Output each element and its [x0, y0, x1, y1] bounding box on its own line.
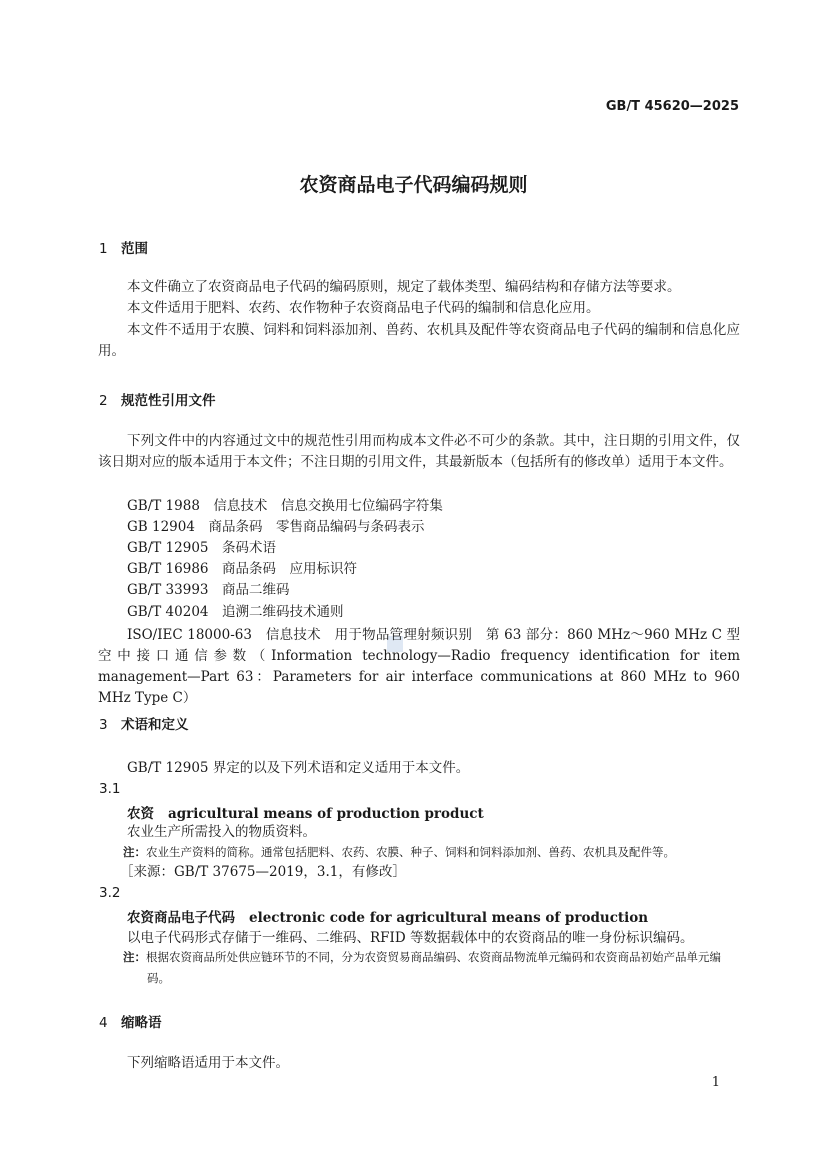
- scope-paragraph-2: 本文件适用于肥料、农药、农作物种子农资商品电子代码的编制和信息化应用。: [127, 300, 600, 316]
- term-entry: [127, 906, 648, 926]
- iso-reference: ISO/IEC 18000-63 信息技术 用于物品管理射频识别 第 63 部分：860 MHz～960 MHz C 型空中接口通信参数（Information technology—Radio frequency identification for item management—Part 63：Parameters for air interface communications at 860 MHz to 960 MHz Type C）: [98, 627, 740, 706]
- note-text: 农业生产资料的简称。通常包括肥料、农药、农膜、种子、饲料和饲料添加剂、兽药、农机具及配件等。: [146, 845, 675, 859]
- reference-item: [127, 559, 357, 580]
- reference-title: 商品条码 零售商品编码与条码表示: [208, 519, 425, 535]
- reference-code: GB/T 16986: [127, 561, 209, 577]
- reference-code: GB 12904: [127, 519, 195, 535]
- section-number: 2: [99, 393, 108, 409]
- section-1-heading: [99, 237, 148, 257]
- document-title: 农资商品电子代码编码规则: [299, 174, 528, 196]
- scope-paragraph-1: 本文件确立了农资商品电子代码的编码原则，规定了载体类型、编码结构和存储方法等要求。: [127, 279, 681, 295]
- note-text: 根据农资商品所处供应链环节的不同，分为农资贸易商品编码、农资商品物流单元编码和农资商品初始产品单元编码。: [146, 950, 721, 985]
- reference-code: GB/T 33993: [127, 582, 209, 598]
- term-en: agricultural means of production product: [168, 806, 484, 822]
- term-entry: [127, 802, 484, 822]
- reference-code: GB/T 12905: [127, 540, 209, 556]
- term-en: electronic code for agricultural means of production: [249, 910, 649, 926]
- terms-intro: GB/T 12905 界定的以及下列术语和定义适用于本文件。: [127, 760, 470, 776]
- clause-number: 3.1: [99, 781, 121, 797]
- reference-item: [127, 580, 290, 601]
- reference-title: 条码术语: [222, 540, 276, 556]
- reference-item: [127, 496, 443, 517]
- abbreviations-intro: 下列缩略语适用于本文件。: [127, 1055, 289, 1071]
- reference-title: 信息技术 信息交换用七位编码字符集: [213, 498, 443, 514]
- term-definition: 农业生产所需投入的物质资料。: [127, 824, 316, 840]
- note-label: 注：: [123, 950, 146, 964]
- section-number: 4: [99, 1015, 108, 1031]
- reference-title: 追溯二维码技术通则: [222, 604, 344, 620]
- section-title: 术语和定义: [121, 717, 189, 733]
- section-number: 1: [99, 241, 108, 257]
- section-number: 3: [99, 717, 108, 733]
- section-2-heading: [99, 389, 216, 409]
- term-definition: 以电子代码形式存储于一维码、二维码、RFID 等数据载体中的农资商品的唯一身份标识编码。: [127, 930, 694, 946]
- reference-code: GB/T 40204: [127, 604, 209, 620]
- reference-item: [127, 602, 344, 623]
- term-note: [123, 947, 743, 989]
- page-number: 1: [711, 1075, 720, 1090]
- section-title: 规范性引用文件: [121, 393, 216, 409]
- reference-title: 商品条码 应用标识符: [222, 561, 357, 577]
- normative-references-intro: 下列文件中的内容通过文中的规范性引用而构成本文件必不可少的条款。其中，注日期的引用文件，仅该日期对应的版本适用于本文件；不注日期的引用文件，其最新版本（包括所有的修改单）适用于本文件。: [98, 433, 740, 470]
- reference-code: GB/T 1988: [127, 498, 200, 514]
- reference-item: [127, 538, 276, 559]
- reference-item: [127, 517, 424, 538]
- section-title: 范围: [121, 241, 148, 257]
- term-source: ［来源：GB/T 37675—2019，3.1，有修改］: [120, 864, 406, 880]
- section-4-heading: [99, 1011, 162, 1031]
- standard-number: GB/T 45620—2025: [605, 99, 739, 114]
- section-3-heading: [99, 713, 189, 733]
- section-title: 缩略语: [121, 1015, 162, 1031]
- note-label: 注：: [123, 845, 146, 859]
- term-zh: 农资商品电子代码: [127, 910, 235, 926]
- term-note: [123, 842, 675, 863]
- clause-number: 3.2: [99, 885, 121, 901]
- scope-paragraph-3: 本文件不适用于农膜、饲料和饲料添加剂、兽药、农机具及配件等农资商品电子代码的编制和信息化应用。: [98, 322, 740, 359]
- reference-title: 商品二维码: [222, 582, 290, 598]
- term-zh: 农资: [127, 806, 154, 822]
